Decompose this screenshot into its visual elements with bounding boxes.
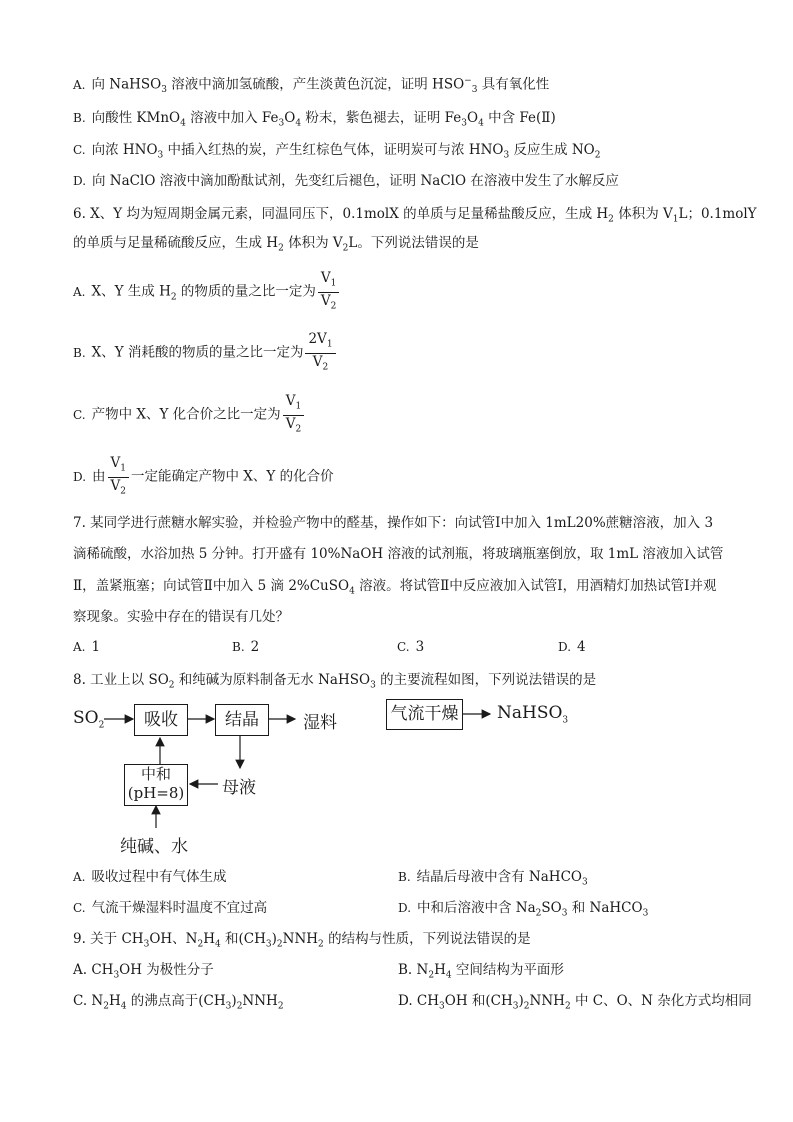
q7-option-d: D. 4 [558, 639, 586, 655]
q8-option-d: D. 中和后溶液中含 $Na_2SO_3$ 和 NaHCO$_3$ [398, 900, 649, 919]
flow-box-neutralize: 中和 (pH=8) [124, 764, 188, 806]
q7-option-c: C. 3 [397, 639, 425, 655]
q6-option-c: C. 产物中 X、Y 化合价之比一定为 $\frac{V_1}{V_2}$ [73, 393, 306, 437]
flow-mother-liquor: 母液 [222, 778, 256, 798]
fraction: $\frac{V_1}{V_2}$ [108, 455, 129, 499]
option-letter: A. [73, 77, 86, 92]
q6-stem-line1: 6. X、Y 均为短周期金属元素，同温同压下，0.1molX 的单质与足量稀盐酸反应，生成 $H_2$ 体积为 $V_1L$；0.1molY [73, 206, 757, 225]
q9-option-a: A. $CH_3OH$ 为极性分子 [73, 962, 214, 981]
flow-box-crystallize: 结晶 [215, 704, 269, 736]
q8-option-b: B. 结晶后母液中含有 NaHCO$_3$ [398, 869, 588, 888]
q7-option-a: A. 1 [73, 639, 101, 655]
flow-box-absorb: 吸收 [134, 704, 188, 736]
q8-stem: 8. 工业上以 $SO_2$ 和纯碱为原料制备无水 NaHSO$_3$ 的主要流程如图，下列说法错误的是 [73, 672, 597, 691]
q9-option-c: C. $N_2H_4$ 的沸点高于$(CH_3)_2NNH_2$ [73, 993, 284, 1012]
fraction: $\frac{V_1}{V_2}$ [318, 270, 339, 314]
q9-stem: 9. 关于 $CH_3OH$、$N_2H_4$ 和$(CH_3)_2NNH_2$ 的结构与性质，下列说法错误的是 [73, 931, 531, 950]
q7-option-b: B. 2 [232, 639, 260, 655]
flow-product: NaHSO$_3$ [497, 703, 569, 726]
q6-option-d: D. 由 $\frac{V_1}{V_2}$ 一定能确定产物中 X、Y 的化合价 [73, 455, 334, 499]
flow-soda-water: 纯碱、水 [120, 837, 188, 857]
flow-so2: $SO_2$ [73, 708, 105, 731]
q7-stem-line2: 滴稀硫酸，水浴加热 5 分钟。打开盛有 10%NaOH 溶液的试剂瓶，将玻璃瓶塞倒放，取 1mL 溶液加入试管 [73, 546, 724, 562]
q6-stem-line2: 的单质与足量稀硫酸反应，生成 $H_2$ 体积为 $V_2L$。下列说法错误的是 [73, 235, 479, 254]
q7-stem-line3: Ⅱ，盖紧瓶塞；向试管Ⅱ中加入 5 滴 2%CuSO$_4$ 溶液。将试管Ⅱ中反应液加入试管Ⅰ，用酒精灯加热试管Ⅰ并观 [73, 578, 717, 597]
q6-option-a: A. X、Y 生成 $H_2$ 的物质的量之比一定为 $\frac{V_1}{V_2}$ [73, 270, 341, 314]
flow-wet-material: 湿料 [303, 713, 337, 733]
q7-stem-line4: 察现象。实验中存在的错误有几处？ [73, 609, 289, 625]
q5-option-d: D. 向 NaClO 溶液中滴加酚酞试剂，先变红后褪色，证明 NaClO 在溶液中发生了水解反应 [73, 173, 619, 189]
q5-option-c: C. 向浓 $HNO_3$ 中插入红热的炭，产生红棕色气体，证明炭可与浓 $HNO_3$ 反应生成 $NO_2$ [73, 142, 601, 161]
q9-option-b: B. $N_2H_4$ 空间结构为平面形 [398, 962, 564, 981]
q7-stem-line1: 7. 某同学进行蔗糖水解实验，并检验产物中的醛基，操作如下：向试管Ⅰ中加入 1mL20%蔗糖溶液，加入 3 [73, 515, 714, 531]
q8-option-a: A. 吸收过程中有气体生成 [73, 869, 227, 885]
q5-option-a: A. 向 NaHSO$_3$ 溶液中滴加氢硫酸，产生淡黄色沉淀，证明 $HSO^-_3$ 具有氧化性 [73, 76, 550, 96]
q5-option-b: B. 向酸性 KMnO$_4$ 溶液中加入 $Fe_3O_4$ 粉末，紫色褪去，证明 $Fe_3O_4$ 中含 Fe(Ⅱ) [73, 110, 556, 129]
q6-option-b: B. X、Y 消耗酸的物质的量之比一定为 $\frac{2V_1}{V_2}$ [73, 331, 338, 375]
fraction: $\frac{V_1}{V_2}$ [283, 393, 304, 437]
fraction: $\frac{2V_1}{V_2}$ [305, 331, 335, 375]
q8-option-c: C. 气流干燥湿料时温度不宜过高 [73, 900, 268, 916]
flow-box-air-dry: 气流干燥 [386, 699, 463, 730]
q9-option-d: D. $CH_3OH$ 和$(CH_3)_2NNH_2$ 中 C、O、N 杂化方式均相同 [398, 993, 752, 1012]
